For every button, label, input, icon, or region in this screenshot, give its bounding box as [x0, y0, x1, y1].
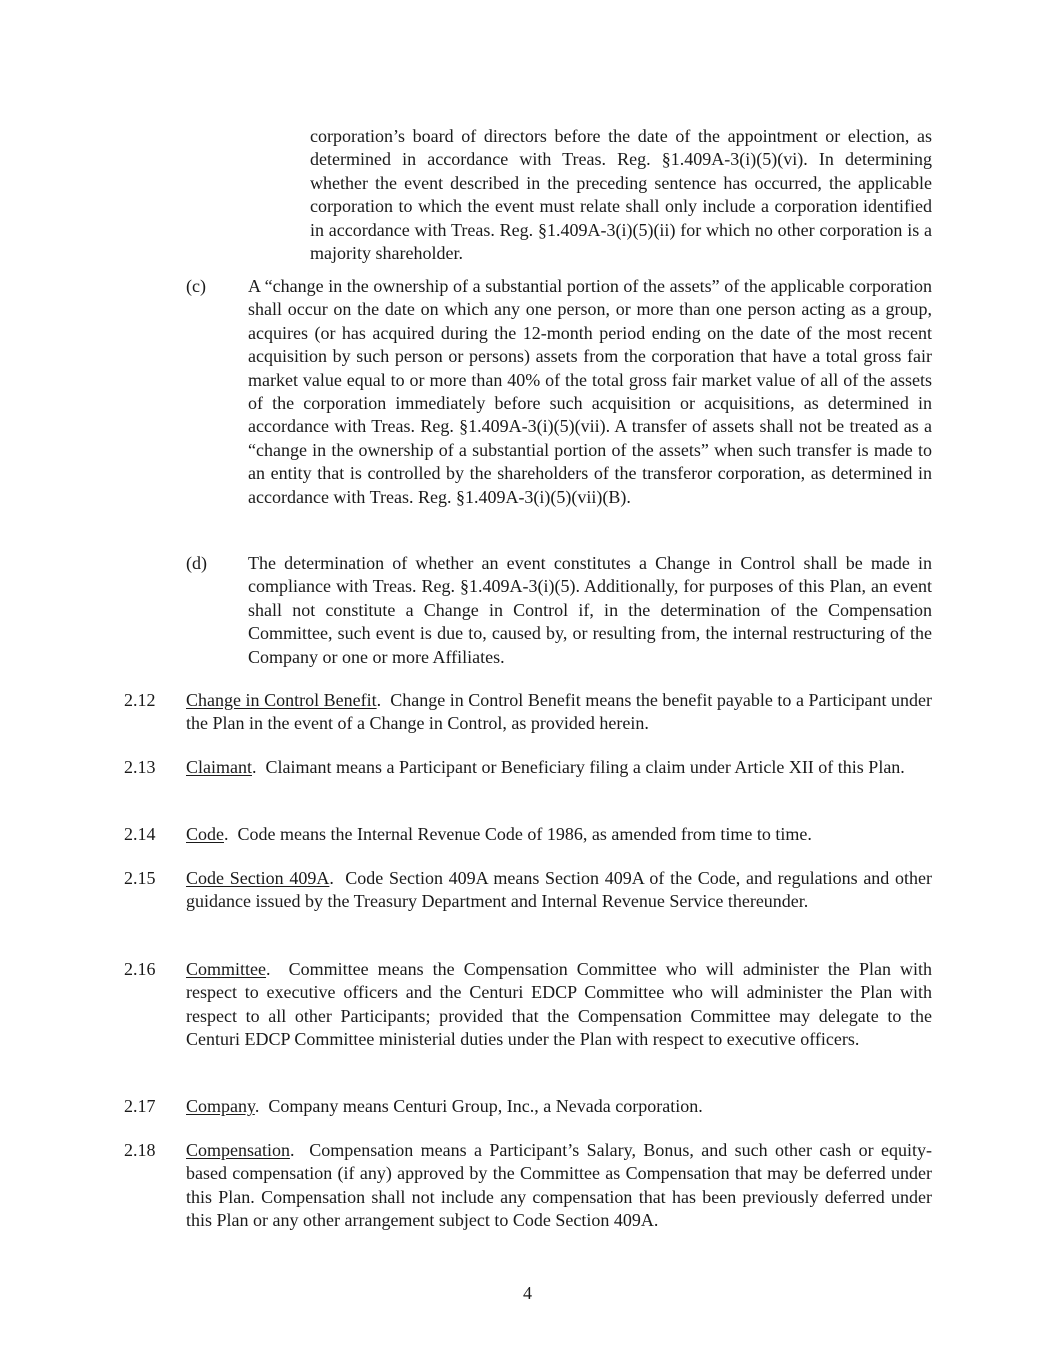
page-number: 4: [523, 1283, 532, 1303]
defined-term: Code: [186, 824, 224, 844]
definition-text: Claimant means a Participant or Beneficiary filing a claim under Article XII of this Plan.: [265, 757, 905, 777]
section-body: Change in Control Benefit. Change in Control Benefit means the benefit payable to a Participant under the Plan in the event of a Change in Control, as provided herein.: [186, 690, 933, 734]
section-number: 2.17: [124, 1096, 156, 1116]
section-body: Code. Code means the Internal Revenue Code of 1986, as amended from time to time.: [186, 824, 812, 844]
section-number: 2.12: [124, 690, 156, 710]
section-number: 2.13: [124, 757, 156, 777]
defined-term: Change in Control Benefit: [186, 690, 377, 710]
subsection-text: The determination of whether an event constitutes a Change in Control shall be made in compliance with Treas. Reg. §1.409A-3(i)(5). Additionally, for purposes of this Plan, an event shall not constitute a Change in Control if, in the determination of the Compensation Committee, such event is due to, caused by, or resulting from, the internal restructuring of the Company or one or more Affiliates.: [248, 553, 932, 667]
section-number: 2.14: [124, 824, 156, 844]
section-body: Company. Company means Centuri Group, Inc., a Nevada corporation.: [186, 1096, 703, 1116]
definition-text: Company means Centuri Group, Inc., a Nevada corporation.: [268, 1096, 703, 1116]
defined-term: Company: [186, 1096, 255, 1116]
section-body: Code Section 409A. Code Section 409A means Section 409A of the Code, and regulations and other guidance issued by the Treasury Department and Internal Revenue Service thereunder.: [186, 868, 932, 912]
definition-text: Compensation means a Participant’s Salary, Bonus, and such other cash or equity-based compensation (if any) approved by the Committee as Compensation that may be deferred under this Plan. Compensation shall not include any compensation that has been previously deferred under this Plan or any other arrangement subject to Code Section 409A.: [186, 1140, 933, 1231]
subsection-text: A “change in the ownership of a substantial portion of the assets” of the applicable corporation shall occur on the date on which any one person, or more than one person acting as a group, acquires (or has acquired during the 12-month period ending on the date of the most recent acquisition by such person or persons) assets from the corporation that have a total gross fair market value equal to or more than 40% of the total gross fair market value of all of the assets of the corporation immediately before such acquisition or acquisitions, as determined in accordance with Treas. Reg. §1.409A-3(i)(5)(vii). A transfer of assets shall not be treated as a “change in the ownership of a substantial portion of the assets” when such transfer is made to an entity that is controlled by the shareholders of the transferor corporation, as determined in accordance with Treas. Reg. §1.409A-3(i)(5)(vii)(B).: [248, 276, 932, 507]
section-number: 2.18: [124, 1140, 156, 1160]
section-number: 2.16: [124, 959, 156, 979]
definition-text: Committee means the Compensation Committee who will administer the Plan with respect to executive officers and the Centuri EDCP Committee who will administer the Plan with respect to all other Participants; provided that the Compensation Committee may delegate to the Centuri EDCP Committee ministerial duties under the Plan with respect to executive officers.: [186, 959, 933, 1050]
subsection-label: (d): [186, 553, 207, 573]
definition-text: Code means the Internal Revenue Code of 1986, as amended from time to time.: [237, 824, 812, 844]
section-body: Committee. Committee means the Compensation Committee who will administer the Plan with respect to executive officers and the Centuri EDCP Committee who will administer the Plan with respect to all other Participants; provided that the Compensation Committee may delegate to the Centuri EDCP Committee ministerial duties under the Plan with respect to executive officers.: [186, 959, 933, 1050]
definition-text: Code Section 409A means Section 409A of the Code, and regulations and other guidance issued by the Treasury Department and Internal Revenue Service thereunder.: [186, 868, 932, 912]
subsection-label: (c): [186, 276, 206, 296]
defined-term: Committee: [186, 959, 266, 979]
section-number: 2.15: [124, 868, 156, 888]
section-body: Claimant. Claimant means a Participant or Beneficiary filing a claim under Article XII of this Plan.: [186, 757, 905, 777]
section-body: Compensation. Compensation means a Participant’s Salary, Bonus, and such other cash or equity-based compensation (if any) approved by the Committee as Compensation that may be deferred under this Plan. Compensation shall not include any compensation that has been previously deferred under this Plan or any other arrangement subject to Code Section 409A.: [186, 1140, 933, 1231]
defined-term: Code Section 409A: [186, 868, 330, 888]
defined-term: Compensation: [186, 1140, 290, 1160]
definition-text: Change in Control Benefit means the benefit payable to a Participant under the Plan in the event of a Change in Control, as provided herein.: [186, 690, 933, 734]
defined-term: Claimant: [186, 757, 252, 777]
continuation-paragraph: corporation’s board of directors before the date of the appointment or election, as determined in accordance with Treas. Reg. §1.409A-3(i)(5)(vi). In determining whether the event described in the preceding sentence has occurred, the applicable corporation to which the event must relate shall only include a corporation identified in accordance with Treas. Reg. §1.409A-3(i)(5)(ii) for which no other corporation is a majority shareholder.: [310, 126, 932, 264]
